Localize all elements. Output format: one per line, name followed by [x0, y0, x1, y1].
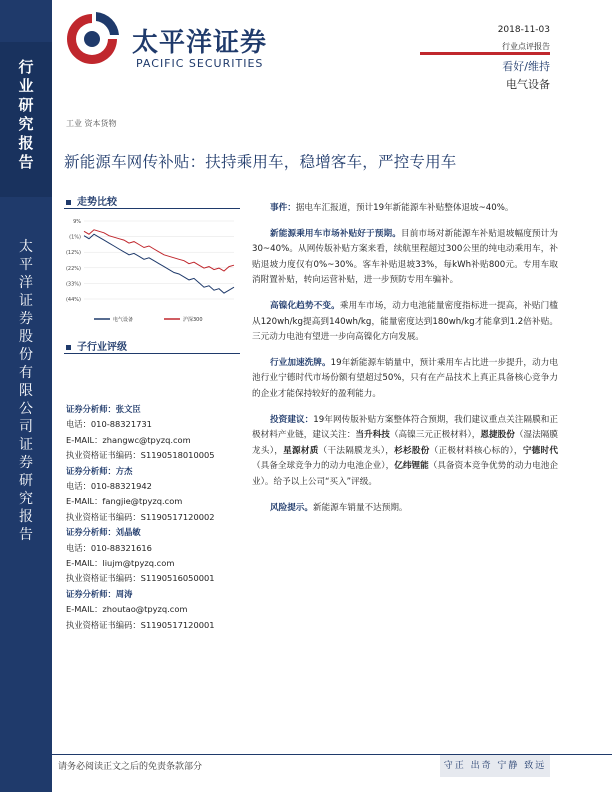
brand-name-cn: 太平洋证券 [132, 28, 268, 58]
series-line-2 [84, 230, 234, 271]
sidebar-char: 份 [19, 347, 33, 363]
analyst-name: 刘晶敏 [115, 527, 141, 538]
footer-motto: 守正 出奇 宁静 致远 [440, 755, 550, 777]
analyst-list [66, 402, 244, 633]
industry-rating: 看好/维持 [502, 60, 550, 73]
paragraph-reshuffle [252, 356, 558, 403]
analyst-cert: 执业资格证书编码：S1190517120002 [66, 511, 215, 522]
sidebar-char: 证 [19, 437, 33, 453]
y-tick-label: (33%) [65, 281, 81, 288]
sidebar-title-top [0, 58, 52, 172]
y-tick-label: 9% [73, 219, 81, 225]
analyst-cert: 执业资格证书编码：S1190517120001 [66, 619, 215, 630]
y-tick-label: (44%) [65, 297, 81, 303]
company-4-desc: （正极材料核心标的）， [429, 445, 523, 456]
analyst-phone: 电话：010-88321942 [66, 481, 152, 492]
report-body [252, 201, 558, 526]
sidebar-char: 司 [19, 419, 33, 435]
report-type: 行业点评报告 [502, 42, 550, 51]
paragraph-nickel [252, 299, 558, 346]
paragraph-passenger [252, 227, 558, 289]
paragraph-risk [252, 501, 558, 517]
sidebar-char: 股 [19, 329, 33, 345]
pacific-logo-icon [62, 10, 122, 68]
trend-section-label: 走势比较 [77, 197, 117, 208]
analyst-label: 证券分析师： [66, 404, 116, 414]
sidebar-char: 究 [18, 115, 34, 133]
sidebar-char: 报 [18, 134, 34, 152]
sidebar-char: 证 [19, 293, 33, 309]
sidebar-char: 究 [19, 491, 33, 507]
brand-name-en: PACIFIC SECURITIES [136, 57, 264, 70]
rating-bar [420, 52, 550, 55]
company-3-desc: （干法隔膜龙头）， [318, 445, 395, 456]
passenger-text: 目前市场对新能源车补贴退坡幅度预计为30~40%。从网传版补贴方案来看，续航里程超过300公里的纯电动乘用车，补贴退坡力度仅有0%~30%。客车补贴退坡33%，每kWh补贴800元。专用车取消附置补贴，转向运营补贴，进一步预防专用车骗补。 [252, 228, 558, 286]
event-heading: 事件： [270, 203, 296, 213]
analyst-label: 证券分析师： [66, 588, 116, 599]
sidebar-title-bottom [0, 238, 52, 544]
y-tick-label: (12%) [65, 250, 81, 257]
trend-section-heading [66, 193, 117, 208]
series-line-1 [84, 234, 234, 293]
category-tags: 工业 资本货物 [66, 119, 117, 128]
company-6: 亿纬锂能 [394, 461, 429, 472]
analyst-name: 方杰 [115, 465, 133, 476]
risk-text: 新能源车销量不达预期。 [312, 502, 408, 513]
analyst-name: 张文臣 [115, 404, 141, 414]
analyst-email[interactable]: E-MAIL：fangjie@tpyzq.com [66, 496, 183, 507]
nickel-heading: 高镍化趋势不变。 [270, 300, 340, 311]
analyst-name-line [66, 402, 244, 417]
analyst-label: 证券分析师： [66, 465, 116, 476]
analyst-cert: 执业资格证书编码：S1190516050001 [66, 573, 215, 584]
sidebar-char: 研 [19, 473, 33, 489]
paragraph-advice [252, 413, 558, 491]
company-5: 宁德时代 [522, 445, 558, 456]
analyst-email[interactable]: E-MAIL：zhoutao@tpyzq.com [66, 604, 188, 615]
sidebar-char: 业 [18, 77, 34, 95]
y-tick-label: (22%) [65, 265, 81, 272]
square-bullet-icon [66, 200, 71, 205]
sidebar-char: 券 [19, 311, 33, 327]
risk-heading: 风险提示。 [270, 502, 313, 513]
trend-chart [64, 213, 240, 331]
sidebar-char: 告 [18, 153, 34, 171]
sidebar-char: 报 [19, 509, 33, 525]
y-tick-label: (1%) [69, 234, 81, 241]
trend-section-rule [64, 208, 240, 209]
analyst-name-line [66, 525, 244, 540]
sidebar-char: 券 [19, 455, 33, 471]
sub-rating-section-label: 子行业评级 [77, 342, 127, 353]
company-1-desc: （高镍三元正极材料）， [389, 430, 481, 441]
sidebar-char: 行 [18, 58, 34, 76]
company-2: 恩捷股份 [480, 430, 515, 441]
sidebar-char: 告 [19, 527, 33, 543]
sidebar-char: 有 [19, 365, 33, 381]
advice-end: 给予以上公司“买入”评级。 [273, 476, 377, 487]
analyst-email[interactable]: E-MAIL：zhangwc@tpyzq.com [66, 434, 191, 445]
reshuffle-text: 19年新能源车销量中，预计乘用车占比进一步提升，动力电池行业宁德时代市场份额有望超过50%，只有在产品技术上真正具备核心竞争力的企业才能保持较好的盈利能力。 [252, 357, 558, 399]
sidebar-char: 公 [19, 401, 33, 417]
report-title: 新能源车网传补贴：扶持乘用车，稳增客车，严控专用车 [64, 153, 457, 171]
company-4: 杉杉股份 [394, 445, 430, 456]
analyst-email[interactable]: E-MAIL：liujm@tpyzq.com [66, 558, 175, 569]
event-text: 据电车汇报道，预计19年新能源车补贴整体退坡~40%。 [295, 203, 514, 213]
passenger-heading: 新能源乘用车市场补贴好于预期。 [270, 228, 401, 239]
advice-heading: 投资建议： [270, 414, 314, 425]
legend-label: 电气设备 [113, 317, 134, 323]
analyst-label: 证券分析师： [66, 527, 116, 538]
analyst-name: 周涛 [115, 588, 133, 599]
paragraph-event [252, 201, 558, 217]
footer-disclaimer: 请务必阅读正文之后的免责条款部分 [58, 762, 203, 772]
company-3: 星源材质 [283, 445, 319, 456]
analyst-phone: 电话：010-88321731 [66, 419, 152, 430]
nickel-text: 乘用车市场，动力电池能量密度指标进一提高，补贴门槛从120wh/kg提高到140wh/kg，能量密度达到180wh/kg才能拿到1.2倍补贴。三元动力电池有望进一步向高镍化方向发展。 [252, 300, 558, 343]
square-bullet-icon [66, 345, 71, 350]
report-date: 2018-11-03 [497, 25, 550, 35]
analyst-name-line [66, 464, 244, 479]
sidebar-char: 太 [19, 239, 33, 255]
company-2-desc: （湿法隔膜龙头）， [252, 430, 558, 456]
company-6-desc: （具备资本竞争优势的动力电池企业）。 [252, 461, 558, 487]
sidebar-char: 限 [19, 383, 33, 399]
sector-name: 电气设备 [506, 78, 550, 91]
sidebar-char: 洋 [19, 275, 33, 291]
sidebar [0, 0, 52, 792]
sidebar-char: 平 [19, 257, 33, 273]
sidebar-char: 研 [18, 96, 34, 114]
analyst-phone: 电话：010-88321616 [66, 542, 152, 553]
reshuffle-heading: 行业加速洗牌。 [270, 357, 331, 368]
legend-label: 沪深300 [183, 317, 203, 323]
analyst-cert: 执业资格证书编码：S1190518010005 [66, 450, 215, 461]
company-5-desc: （具备全球竞争力的动力电池企业）， [252, 461, 395, 472]
sub-rating-section-heading [66, 338, 127, 353]
analyst-name-line [66, 587, 244, 602]
company-1: 当升科技 [355, 430, 390, 441]
advice-intro: 19年网传版补贴方案整体符合预期，我们建议重点关注隔膜和正极材料产业链，建议关注： [252, 414, 558, 441]
sub-rating-section-rule [64, 353, 240, 354]
